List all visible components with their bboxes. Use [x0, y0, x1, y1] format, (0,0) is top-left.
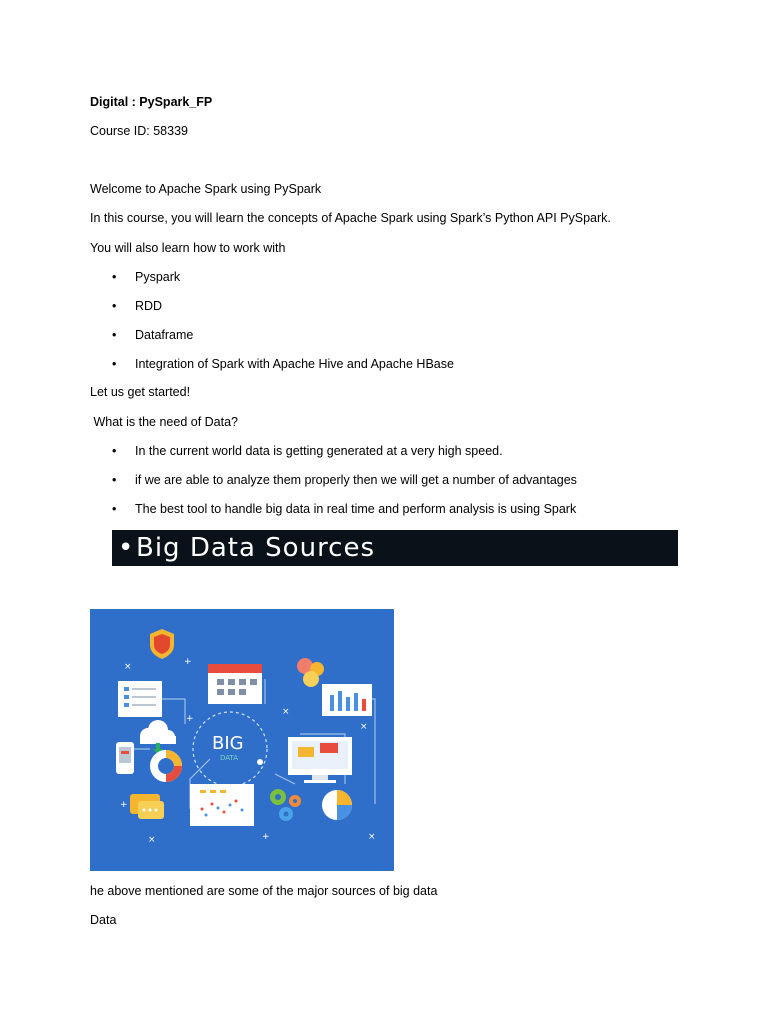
big-data-illustration	[90, 609, 394, 871]
svg-text:×: ×	[360, 722, 368, 732]
shield-icon	[150, 629, 174, 659]
list-item: if we are able to analyze them properly then we will get a number of advantages	[135, 473, 577, 487]
bullet-icon: •	[112, 357, 117, 371]
calendar-icon	[208, 664, 262, 704]
need-question: What is the need of Data?	[90, 415, 239, 429]
svg-text:+: +	[120, 800, 128, 810]
svg-text:×: ×	[124, 662, 132, 672]
bullet-icon: •	[112, 502, 117, 516]
data-label: DATA	[220, 754, 239, 762]
banner-title: Big Data Sources	[136, 533, 376, 563]
list-item: Pyspark	[135, 270, 181, 284]
chat-icon	[130, 794, 164, 819]
svg-text:×: ×	[148, 835, 156, 845]
banner-bullet: •	[118, 533, 135, 563]
list-item: Integration of Spark with Apache Hive and Apache HBase	[135, 357, 454, 371]
course-id: Course ID: 58339	[90, 124, 188, 138]
bullet-icon: •	[112, 299, 117, 313]
welcome-text: Welcome to Apache Spark using PySpark	[90, 182, 322, 196]
coins-icon	[297, 658, 324, 687]
svg-text:×: ×	[282, 707, 290, 717]
svg-text:+: +	[262, 832, 270, 842]
cloud-icon	[140, 720, 176, 755]
list-item: In the current world data is getting generated at a very high speed.	[135, 444, 503, 458]
list-item: The best tool to handle big data in real time and perform analysis is using Spark	[135, 502, 577, 516]
bullet-icon: •	[112, 444, 117, 458]
big-label: BIG	[212, 733, 244, 754]
svg-text:×: ×	[368, 832, 376, 842]
also-learn-text: You will also learn how to work with	[90, 241, 286, 255]
big-data-illustration-graphic	[90, 609, 394, 871]
gears-icon	[270, 789, 301, 821]
donut-chart-icon	[154, 754, 178, 778]
list-item: RDD	[135, 299, 163, 313]
list-item: Dataframe	[135, 328, 194, 342]
section-banner	[112, 530, 678, 566]
bullet-icon: •	[112, 270, 117, 284]
svg-text:+: +	[186, 714, 194, 724]
intro-text: In this course, you will learn the concepts of Apache Spark using Spark’s Python API PySpark.	[90, 211, 611, 225]
phone-icon	[116, 742, 134, 774]
svg-text:+: +	[184, 657, 192, 667]
monitor-icon	[288, 737, 352, 783]
scatter-chart-icon	[190, 784, 254, 826]
pie-chart-icon	[322, 790, 352, 820]
image-caption: he above mentioned are some of the major sources of big data	[90, 884, 438, 898]
document-title: Digital : PySpark_FP	[90, 95, 213, 109]
document-icon	[118, 681, 162, 717]
bullet-icon: •	[112, 328, 117, 342]
trailing-text: Data	[90, 913, 117, 927]
get-started-text: Let us get started!	[90, 385, 191, 399]
bullet-icon: •	[112, 473, 117, 487]
bar-chart-icon	[322, 684, 372, 716]
